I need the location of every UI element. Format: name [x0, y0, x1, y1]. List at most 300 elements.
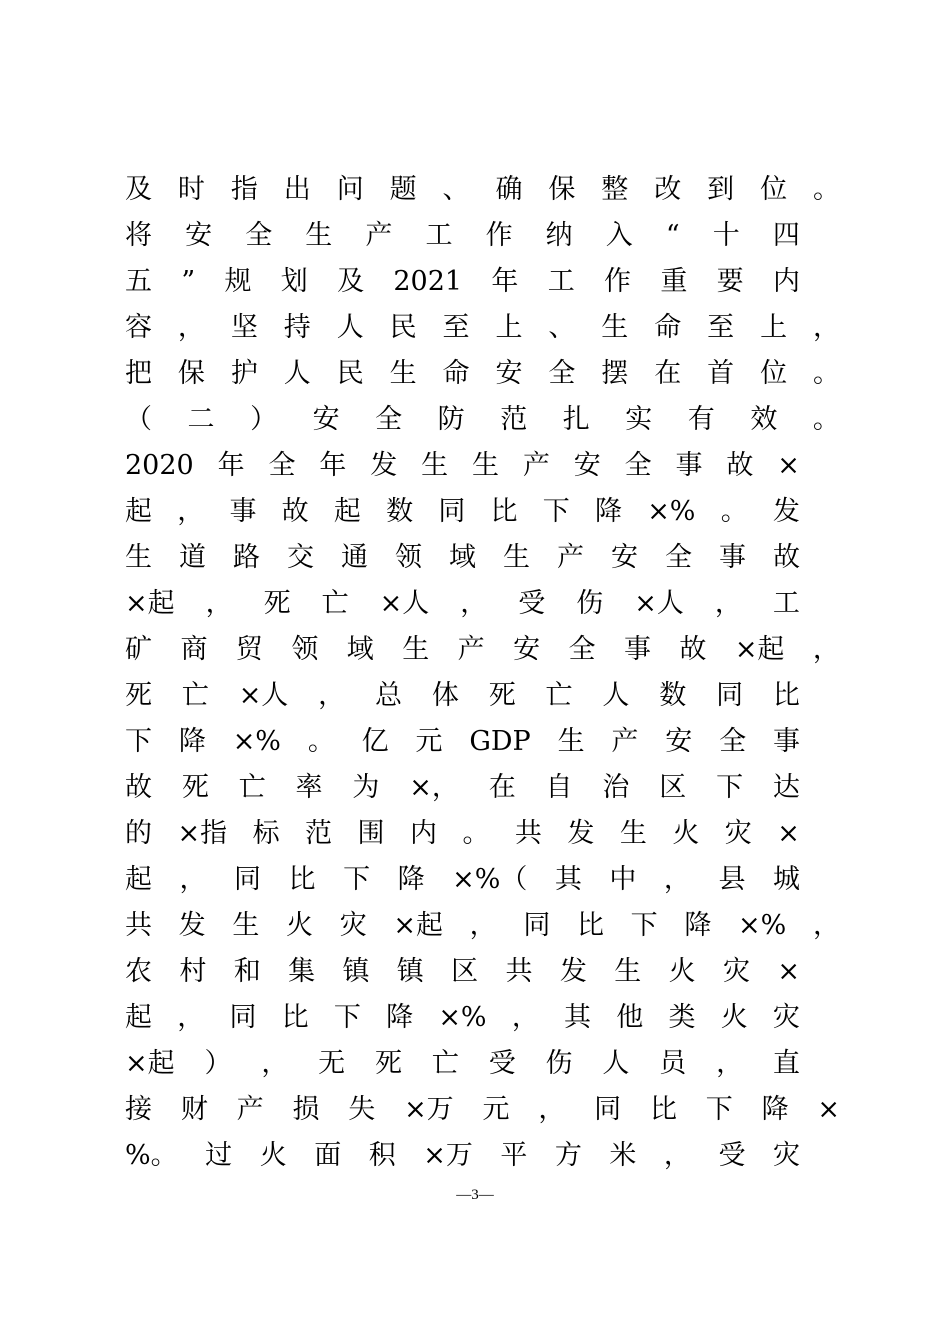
- text-line: [125, 630, 840, 670]
- text-token: 生: [614, 956, 642, 987]
- text-token: 火: [668, 956, 696, 987]
- text-token: 民: [389, 312, 417, 343]
- text-token: 改: [654, 174, 682, 205]
- text-line: [125, 584, 800, 624]
- text-line: [125, 216, 800, 256]
- text-token: 坚: [230, 312, 258, 343]
- text-token: %。: [125, 1140, 178, 1171]
- text-token: 2020: [125, 450, 194, 481]
- text-token: 指: [230, 174, 258, 205]
- text-token: 事: [719, 542, 746, 573]
- text-token: 位: [760, 174, 788, 205]
- text-token: 产: [457, 634, 485, 665]
- text-token: ×%: [438, 1002, 487, 1033]
- text-token: 命: [442, 358, 470, 389]
- text-token: 有: [687, 404, 715, 435]
- text-token: 比: [281, 1002, 309, 1033]
- text-token: ×%（: [452, 864, 528, 895]
- text-token: 元: [415, 726, 443, 757]
- text-token: 问: [336, 174, 364, 205]
- text-line: [125, 262, 800, 302]
- text-token: 至: [707, 312, 735, 343]
- text-token: 效: [750, 404, 778, 435]
- text-line: [125, 768, 800, 808]
- text-token: ×人: [238, 680, 289, 711]
- text-token: 共: [125, 910, 152, 941]
- text-token: 死: [181, 772, 209, 803]
- text-token: 火: [286, 910, 314, 941]
- text-token: 上: [760, 312, 788, 343]
- text-token: 生: [421, 450, 449, 481]
- text-token: 全: [624, 450, 652, 481]
- text-token: ，: [177, 312, 205, 343]
- text-token: ×人: [379, 588, 430, 619]
- text-token: 亡: [431, 1048, 459, 1079]
- text-token: 其: [564, 1002, 592, 1033]
- text-token: 防: [437, 404, 465, 435]
- text-token: ，: [663, 1140, 691, 1171]
- text-token: 亡: [181, 680, 209, 711]
- text-token: 扎: [562, 404, 590, 435]
- text-token: 事: [675, 450, 703, 481]
- text-token: 降: [178, 726, 206, 757]
- text-token: 伤: [576, 588, 604, 619]
- text-token: ，: [177, 1002, 205, 1033]
- text-token: 比: [288, 864, 316, 895]
- text-token: 共: [505, 956, 533, 987]
- text-token: ×万: [423, 1140, 473, 1171]
- text-token: 总: [375, 680, 402, 711]
- text-token: 平: [500, 1140, 528, 1171]
- text-token: 损: [292, 1094, 320, 1125]
- text-token: 故: [125, 772, 152, 803]
- text-token: 人: [602, 680, 630, 711]
- text-token: 农: [125, 956, 152, 987]
- text-token: 、: [442, 174, 470, 205]
- text-token: 道: [179, 542, 206, 573]
- text-token: 降: [594, 496, 622, 527]
- text-token: 共: [514, 818, 542, 849]
- text-token: 入: [605, 220, 633, 251]
- text-line: [125, 170, 840, 210]
- text-token: 十: [712, 220, 740, 251]
- text-token: ×: [777, 450, 800, 481]
- text-token: 在: [654, 358, 682, 389]
- text-token: 过: [205, 1140, 233, 1171]
- text-token: 灾: [772, 1002, 800, 1033]
- text-line: [125, 952, 800, 992]
- text-token: 他: [616, 1002, 644, 1033]
- text-token: 同: [229, 1002, 257, 1033]
- text-token: 工: [772, 588, 800, 619]
- text-token: 生: [619, 818, 647, 849]
- text-line: [125, 538, 800, 578]
- text-token: 积: [368, 1140, 396, 1171]
- text-token: 首: [707, 358, 735, 389]
- text-token: 亡: [321, 588, 349, 619]
- text-token: ，: [205, 588, 233, 619]
- text-token: ×%: [738, 910, 787, 941]
- text-token: 。: [720, 496, 748, 527]
- text-token: 员: [659, 1048, 687, 1079]
- text-token: ，: [812, 634, 840, 665]
- text-line: [125, 446, 800, 486]
- text-token: 生: [503, 542, 530, 573]
- text-token: 发: [559, 956, 587, 987]
- text-token: 重: [660, 266, 688, 297]
- text-token: 事: [772, 726, 800, 757]
- text-token: 。: [812, 358, 840, 389]
- text-token: 的: [125, 818, 152, 849]
- text-token: 起: [333, 496, 361, 527]
- text-token: 到: [707, 174, 735, 205]
- text-token: 商: [180, 634, 208, 665]
- text-token: 人: [336, 312, 364, 343]
- text-token: ×起: [125, 1048, 175, 1079]
- text-token: 事: [623, 634, 651, 665]
- text-token: 确: [495, 174, 523, 205]
- text-token: 比: [649, 1094, 677, 1125]
- text-token: ×起: [734, 634, 785, 665]
- text-token: 把: [125, 358, 152, 389]
- text-token: ×，: [409, 772, 459, 803]
- text-token: 生: [471, 450, 499, 481]
- page-number: —3—: [456, 1187, 494, 1203]
- text-token: 镇: [396, 956, 424, 987]
- text-token: 下: [333, 1002, 361, 1033]
- text-token: 发: [567, 818, 595, 849]
- text-token: 生: [601, 312, 629, 343]
- text-token: 2021: [393, 266, 463, 297]
- text-token: 亡: [238, 772, 266, 803]
- text-token: 摆: [601, 358, 629, 389]
- text-token: 面: [314, 1140, 342, 1171]
- text-token: 贸: [235, 634, 263, 665]
- text-token: 元: [482, 1094, 510, 1125]
- text-token: 中: [609, 864, 637, 895]
- text-token: 灾: [724, 818, 752, 849]
- text-token: 人: [602, 1048, 630, 1079]
- text-token: ×起: [393, 910, 443, 941]
- text-token: 治: [602, 772, 630, 803]
- text-token: 位: [760, 358, 788, 389]
- text-token: 安: [513, 634, 541, 665]
- text-token: 自: [545, 772, 573, 803]
- text-line: [125, 722, 800, 762]
- text-token: 受: [518, 588, 546, 619]
- text-token: 通: [341, 542, 368, 573]
- text-token: 达: [772, 772, 800, 803]
- text-token: 生: [125, 542, 152, 573]
- text-token: 起: [125, 864, 152, 895]
- text-token: 数: [386, 496, 414, 527]
- text-token: 范: [500, 404, 528, 435]
- text-token: 产: [236, 1094, 264, 1125]
- text-token: 持: [283, 312, 311, 343]
- text-token: 方: [554, 1140, 582, 1171]
- text-token: 域: [346, 634, 374, 665]
- text-token: ×起: [125, 588, 175, 619]
- text-token: 民: [336, 358, 364, 389]
- text-token: 亡: [545, 680, 573, 711]
- text-token: 内: [409, 818, 437, 849]
- text-token: 纳: [545, 220, 573, 251]
- text-token: 类: [668, 1002, 696, 1033]
- text-token: 比: [772, 680, 800, 711]
- text-token: ，: [318, 680, 346, 711]
- text-token: 五: [125, 266, 152, 297]
- text-token: ，: [511, 1002, 539, 1033]
- text-token: 交: [287, 542, 314, 573]
- text-token: 下: [716, 772, 744, 803]
- text-token: 降: [386, 1002, 414, 1033]
- text-token: 死: [488, 680, 516, 711]
- text-token: 下: [630, 910, 658, 941]
- text-token: 划: [280, 266, 308, 297]
- text-token: 县: [718, 864, 746, 895]
- text-token: 生: [402, 634, 430, 665]
- text-token: 将: [125, 220, 152, 251]
- text-line: [125, 860, 800, 900]
- text-token: ×%: [647, 496, 696, 527]
- text-token: 无: [318, 1048, 346, 1079]
- text-token: 火: [259, 1140, 287, 1171]
- text-token: 矿: [125, 634, 152, 665]
- text-token: 火: [720, 1002, 748, 1033]
- text-token: 火: [672, 818, 700, 849]
- text-token: 领: [291, 634, 319, 665]
- text-token: 同: [716, 680, 744, 711]
- text-token: 年: [217, 450, 245, 481]
- text-token: 工: [425, 220, 453, 251]
- text-token: 全: [665, 542, 692, 573]
- text-token: 生: [305, 220, 333, 251]
- text-token: 安: [312, 404, 340, 435]
- text-token: ）: [204, 1048, 232, 1079]
- text-token: 发: [178, 910, 206, 941]
- text-token: 故: [679, 634, 707, 665]
- text-token: ×: [777, 818, 800, 849]
- text-token: ，: [812, 910, 840, 941]
- text-line: [125, 308, 840, 348]
- text-token: 标: [252, 818, 280, 849]
- text-token: 接: [125, 1094, 152, 1125]
- text-token: 起: [125, 1002, 152, 1033]
- text-token: 范: [305, 818, 333, 849]
- text-token: 。: [812, 174, 840, 205]
- text-token: 。: [462, 818, 490, 849]
- text-token: 体: [431, 680, 459, 711]
- text-line: [125, 906, 840, 946]
- text-token: 容: [125, 312, 152, 343]
- text-token: 安: [665, 726, 693, 757]
- text-line: [125, 1136, 800, 1176]
- text-token: 区: [451, 956, 479, 987]
- text-token: 下: [343, 864, 371, 895]
- text-token: 作: [485, 220, 513, 251]
- text-token: ）: [250, 404, 278, 435]
- text-token: 生: [557, 726, 585, 757]
- text-token: 全: [719, 726, 747, 757]
- text-line: [125, 1044, 800, 1084]
- text-token: 事: [229, 496, 257, 527]
- text-token: 数: [659, 680, 687, 711]
- text-token: 故: [281, 496, 309, 527]
- text-token: 全: [568, 634, 596, 665]
- text-token: 米: [609, 1140, 637, 1171]
- text-token: 同: [523, 910, 551, 941]
- text-token: 整: [601, 174, 629, 205]
- text-token: 全: [245, 220, 273, 251]
- text-token: 城: [772, 864, 800, 895]
- text-token: 降: [761, 1094, 789, 1125]
- text-token: 工: [547, 266, 575, 297]
- text-token: ×%: [232, 726, 281, 757]
- text-token: 四: [772, 220, 800, 251]
- text-token: 护: [230, 358, 258, 389]
- text-token: 死: [263, 588, 291, 619]
- text-token: 镇: [342, 956, 370, 987]
- text-token: 和: [233, 956, 261, 987]
- text-token: ，: [538, 1094, 566, 1125]
- text-token: 生: [232, 910, 260, 941]
- text-token: 至: [442, 312, 470, 343]
- text-token: ，: [460, 588, 488, 619]
- text-token: 产: [611, 726, 639, 757]
- text-token: 伤: [545, 1048, 573, 1079]
- text-token: 及: [337, 266, 365, 297]
- text-token: ×万: [404, 1094, 454, 1125]
- text-token: 命: [654, 312, 682, 343]
- text-token: 下: [125, 726, 152, 757]
- text-token: （: [125, 404, 152, 435]
- text-token: 上: [495, 312, 523, 343]
- text-line: [125, 354, 840, 394]
- text-token: 二: [187, 404, 215, 435]
- text-token: 领: [395, 542, 422, 573]
- text-token: 降: [397, 864, 425, 895]
- text-token: 安: [573, 450, 601, 481]
- text-token: 规: [224, 266, 252, 297]
- text-token: 发: [370, 450, 398, 481]
- text-token: ，: [716, 1048, 744, 1079]
- text-token: 人: [283, 358, 311, 389]
- text-token: 全: [268, 450, 296, 481]
- text-line: [125, 998, 800, 1038]
- text-token: 同: [234, 864, 262, 895]
- text-token: 生: [389, 358, 417, 389]
- text-token: 同: [438, 496, 466, 527]
- text-token: 集: [288, 956, 316, 987]
- text-token: “: [665, 220, 680, 251]
- text-line: [125, 676, 800, 716]
- text-line: [125, 492, 800, 532]
- text-token: 题: [389, 174, 417, 205]
- text-token: 安: [495, 358, 523, 389]
- text-token: 内: [772, 266, 800, 297]
- text-token: ，: [469, 910, 497, 941]
- text-token: 起: [125, 496, 152, 527]
- text-token: 率: [295, 772, 323, 803]
- text-token: 作: [604, 266, 632, 297]
- text-line: [125, 814, 800, 854]
- text-token: 为: [352, 772, 380, 803]
- text-token: ×指: [177, 818, 228, 849]
- text-token: 安: [185, 220, 213, 251]
- text-token: 全: [375, 404, 403, 435]
- text-token: 灾: [339, 910, 367, 941]
- text-token: 发: [772, 496, 800, 527]
- text-token: 同: [594, 1094, 622, 1125]
- text-token: 灾: [772, 1140, 800, 1171]
- text-token: 要: [716, 266, 744, 297]
- text-token: 村: [179, 956, 207, 987]
- text-token: 产: [557, 542, 584, 573]
- text-token: ，: [179, 864, 207, 895]
- text-token: ，: [812, 312, 840, 343]
- text-token: 灾: [722, 956, 750, 987]
- text-token: 受: [488, 1048, 516, 1079]
- text-token: 财: [180, 1094, 208, 1125]
- text-token: 围: [357, 818, 385, 849]
- text-token: 比: [490, 496, 518, 527]
- text-token: 失: [348, 1094, 376, 1125]
- text-token: 受: [718, 1140, 746, 1171]
- text-token: ×: [777, 956, 800, 987]
- text-token: 及: [125, 174, 152, 205]
- text-token: ，: [261, 1048, 289, 1079]
- text-token: 故: [773, 542, 800, 573]
- text-token: 全: [548, 358, 576, 389]
- text-token: ，: [663, 864, 691, 895]
- text-token: ×: [817, 1094, 840, 1125]
- text-token: 下: [705, 1094, 733, 1125]
- text-token: GDP: [469, 726, 531, 757]
- text-line: [125, 400, 840, 440]
- text-token: ”: [181, 266, 196, 297]
- text-token: 实: [625, 404, 653, 435]
- text-token: 亿: [361, 726, 389, 757]
- text-token: 产: [365, 220, 393, 251]
- text-token: 死: [125, 680, 152, 711]
- text-token: 时: [177, 174, 205, 205]
- text-token: 路: [233, 542, 260, 573]
- text-token: 其: [554, 864, 582, 895]
- text-token: 直: [772, 1048, 800, 1079]
- text-line: [125, 1090, 840, 1130]
- text-token: 故: [726, 450, 754, 481]
- text-token: 、: [548, 312, 576, 343]
- text-token: 在: [488, 772, 516, 803]
- text-token: 。: [812, 404, 840, 435]
- text-token: ×人: [634, 588, 684, 619]
- text-token: 产: [522, 450, 550, 481]
- text-token: 出: [283, 174, 311, 205]
- text-token: 降: [684, 910, 712, 941]
- text-token: 年: [319, 450, 347, 481]
- text-token: 比: [577, 910, 604, 941]
- text-token: 区: [659, 772, 687, 803]
- text-token: 下: [542, 496, 570, 527]
- text-token: ，: [177, 496, 205, 527]
- text-token: ，: [714, 588, 742, 619]
- text-token: 保: [177, 358, 205, 389]
- text-token: 安: [611, 542, 638, 573]
- text-token: 死: [375, 1048, 402, 1079]
- text-token: 域: [449, 542, 476, 573]
- text-token: 。: [307, 726, 335, 757]
- text-token: 年: [491, 266, 519, 297]
